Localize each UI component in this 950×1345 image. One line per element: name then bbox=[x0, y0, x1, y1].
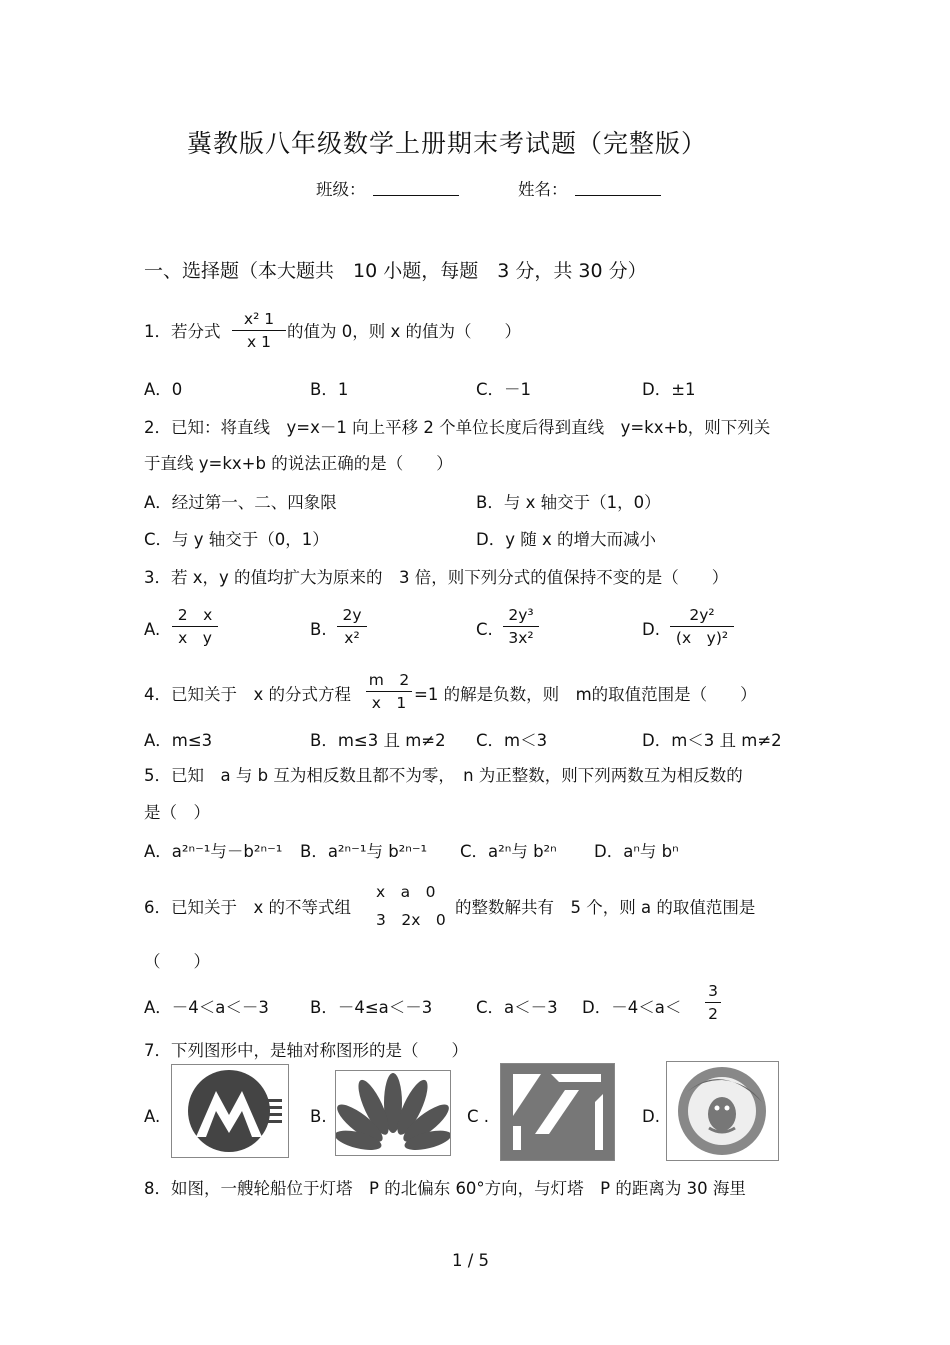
q1-stem-a: 1．若分式 bbox=[144, 322, 221, 341]
q4-option-c[interactable]: C．m＜3 bbox=[476, 731, 548, 750]
q3-b-den: x² bbox=[344, 629, 360, 647]
q6-option-c[interactable]: C．a＜－3 bbox=[476, 998, 558, 1017]
q1-option-b[interactable]: B．1 bbox=[310, 380, 349, 399]
q3-c-den: 3x² bbox=[508, 629, 534, 647]
geometric-logo-icon bbox=[501, 1064, 614, 1160]
q3-d-den: (x y)² bbox=[675, 629, 729, 647]
q5-option-d[interactable]: D．aⁿ与 bⁿ bbox=[594, 842, 679, 861]
petal-logo-icon bbox=[336, 1071, 450, 1155]
fraction-bar bbox=[337, 626, 367, 627]
q5-line1: 5．已知 a 与 b 互为相反数且都不为零， n 为正整数，则下列两数互为相反数的 bbox=[144, 766, 743, 785]
fraction-bar bbox=[503, 626, 539, 627]
q6-d-num: 3 bbox=[708, 982, 718, 1000]
q4-option-d[interactable]: D．m＜3 且 m≠2 bbox=[642, 731, 782, 750]
q3-b-num: 2y bbox=[342, 606, 362, 624]
q4-option-b[interactable]: B．m≤3 且 m≠2 bbox=[310, 731, 446, 750]
class-label: 班级： bbox=[316, 180, 366, 199]
q4-stem-b: =1 的解是负数，则 m的取值范围是（ ） bbox=[414, 685, 757, 704]
q6-option-b[interactable]: B．－4≤a＜－3 bbox=[310, 998, 433, 1017]
q7-option-a-label[interactable]: A. bbox=[144, 1107, 161, 1126]
q3-d-num: 2y² bbox=[689, 606, 715, 624]
q6-option-d[interactable]: D．－4＜a＜ bbox=[582, 998, 682, 1017]
page-title: 冀教版八年级数学上册期末考试题（完整版） bbox=[187, 129, 708, 158]
q1-frac-num: x² 1 bbox=[243, 310, 275, 328]
q3-option-b[interactable]: B. bbox=[310, 620, 327, 639]
q2-option-b[interactable]: B．与 x 轴交于（1，0） bbox=[476, 493, 661, 512]
q4-fraction bbox=[366, 671, 412, 712]
q7-stem: 7．下列图形中，是轴对称图形的是（ ） bbox=[144, 1041, 468, 1060]
q3-d-fraction bbox=[670, 606, 734, 647]
penguin-logo-icon bbox=[667, 1062, 778, 1160]
q6-option-a[interactable]: A．－4＜a＜－3 bbox=[144, 998, 269, 1017]
q5-option-c[interactable]: C．a²ⁿ与 b²ⁿ bbox=[460, 842, 557, 861]
q3-option-c[interactable]: C. bbox=[476, 620, 493, 639]
q3-option-a[interactable]: A. bbox=[144, 620, 161, 639]
q3-option-d[interactable]: D. bbox=[642, 620, 660, 639]
q3-c-num: 2y³ bbox=[508, 606, 534, 624]
fraction-bar bbox=[172, 626, 218, 627]
fraction-bar bbox=[366, 691, 412, 692]
name-label: 姓名： bbox=[518, 180, 568, 199]
q2-line1: 2．已知：将直线 y=x－1 向上平移 2 个单位长度后得到直线 y=kx+b，则下列关 bbox=[144, 418, 771, 437]
q2-option-c[interactable]: C．与 y 轴交于（0，1） bbox=[144, 530, 329, 549]
q7-option-d-image[interactable] bbox=[666, 1061, 779, 1161]
fraction-bar bbox=[705, 1002, 721, 1003]
q2-option-a[interactable]: A．经过第一、二、四象限 bbox=[144, 493, 337, 512]
fraction-bar bbox=[232, 330, 286, 331]
q2-option-d[interactable]: D．y 随 x 的增大而减小 bbox=[476, 530, 656, 549]
q7-option-b-image[interactable] bbox=[335, 1070, 451, 1156]
q5-line2: 是（ ） bbox=[144, 803, 210, 822]
q1-option-c[interactable]: C．－1 bbox=[476, 380, 532, 399]
q1-option-a[interactable]: A．0 bbox=[144, 380, 183, 399]
q1-stem-b: 的值为 0，则 x 的值为（ ） bbox=[287, 322, 521, 341]
q3-b-fraction bbox=[337, 606, 367, 647]
q7-option-b-label[interactable]: B. bbox=[310, 1107, 327, 1126]
q4-frac-den: x 1 bbox=[371, 694, 407, 712]
q4-stem-a: 4．已知关于 x 的分式方程 bbox=[144, 685, 352, 704]
q3-stem: 3．若 x，y 的值均扩大为原来的 3 倍，则下列分式的值保持不变的是（ ） bbox=[144, 568, 729, 587]
q6-paren: （ ） bbox=[144, 952, 210, 971]
q3-a-fraction bbox=[172, 606, 218, 647]
q5-option-b[interactable]: B．a²ⁿ⁻¹与 b²ⁿ⁻¹ bbox=[300, 842, 428, 861]
q4-frac-num: m 2 bbox=[368, 671, 410, 689]
q8-stem: 8．如图，一艘轮船位于灯塔 P 的北偏东 60°方向，与灯塔 P 的距离为 30 海里 bbox=[144, 1179, 746, 1198]
q6-d-den: 2 bbox=[708, 1005, 718, 1023]
q3-a-den: x y bbox=[178, 629, 212, 647]
name-blank[interactable] bbox=[575, 195, 661, 196]
q1-fraction bbox=[232, 310, 286, 351]
fraction-bar bbox=[670, 626, 734, 627]
bank-logo-icon bbox=[172, 1065, 288, 1157]
class-blank[interactable] bbox=[373, 195, 459, 196]
q1-frac-den: x 1 bbox=[247, 333, 271, 351]
q3-c-fraction bbox=[503, 606, 539, 647]
q2-line2: 于直线 y=kx+b 的说法正确的是（ ） bbox=[144, 454, 453, 473]
q6-system-row2: 3 2x 0 bbox=[376, 911, 446, 929]
q7-option-d-label[interactable]: D. bbox=[642, 1107, 660, 1126]
q7-option-c-image[interactable] bbox=[500, 1063, 615, 1161]
q3-a-num: 2 x bbox=[177, 606, 213, 624]
q6-stem-a: 6．已知关于 x 的不等式组 bbox=[144, 898, 352, 917]
q1-option-d[interactable]: D．±1 bbox=[642, 380, 696, 399]
section-heading: 一、选择题（本大题共 10 小题，每题 3 分，共 30 分） bbox=[144, 260, 647, 282]
q7-option-c-label[interactable]: C . bbox=[467, 1107, 490, 1126]
q4-option-a[interactable]: A．m≤3 bbox=[144, 731, 213, 750]
q7-option-a-image[interactable] bbox=[171, 1064, 289, 1158]
q6-d-fraction bbox=[705, 982, 721, 1023]
q5-option-a[interactable]: A．a²ⁿ⁻¹与－b²ⁿ⁻¹ bbox=[144, 842, 283, 861]
q6-stem-b: 的整数解共有 5 个，则 a 的取值范围是 bbox=[455, 898, 756, 917]
page-number: 1 / 5 bbox=[452, 1251, 490, 1270]
q6-system-row1: x a 0 bbox=[376, 883, 436, 901]
